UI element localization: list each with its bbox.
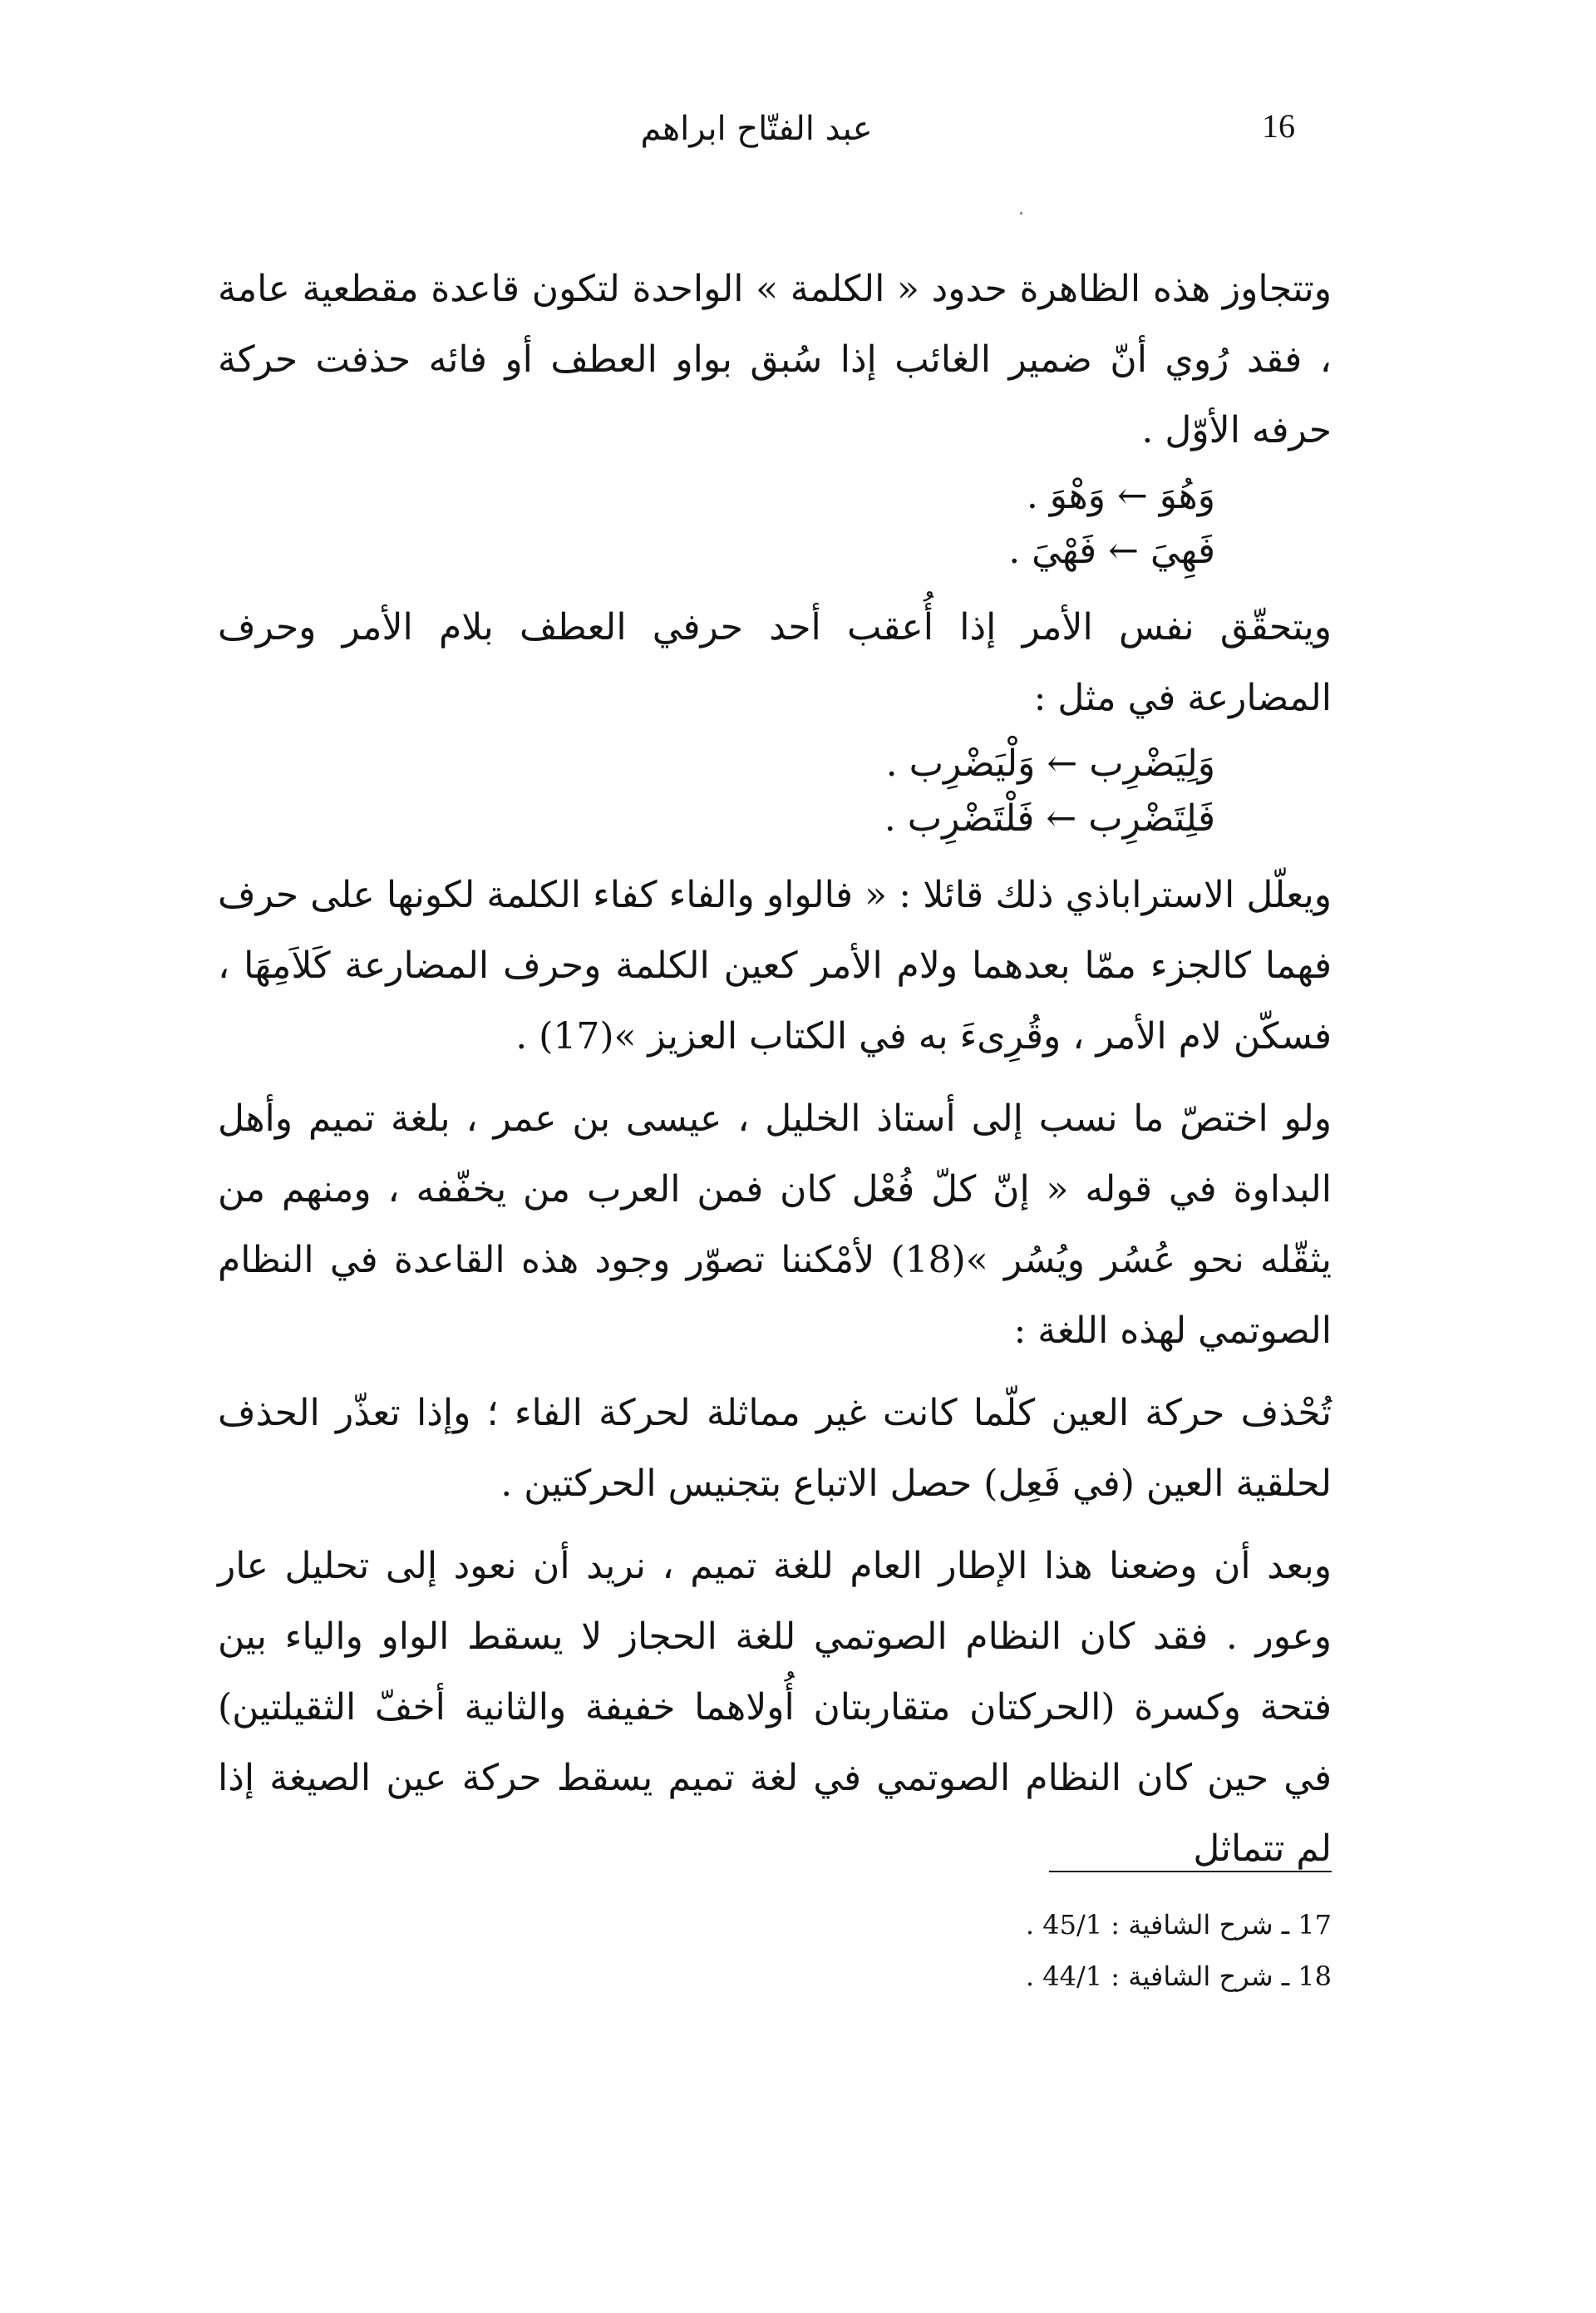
footnote-17: 17 ـ شرح الشافية : 45/1 . bbox=[1025, 1909, 1332, 1941]
footnote-18: 18 ـ شرح الشافية : 44/1 . bbox=[1025, 1960, 1332, 1992]
paragraph-5: تُحْذف حركة العين كلّما كانت غير مماثلة لحركة الفاء ؛ وإذا تعذّر الحذف لحلقية العين (في فَعِل) حصل الاتباع بتجنيس الحركتين . bbox=[218, 1392, 1332, 1505]
footnote-separator bbox=[1049, 1871, 1332, 1872]
example-line: وَلِيَضْرِب ← وَلْيَضْرِب . bbox=[885, 742, 1215, 785]
paragraph-3: ويعلّل الاستراباذي ذلك قائلا : « فالواو والفاء كفاء الكلمة لكونها على حرف فهما كالجزء ممّا بعدهما ولام الأمر كعين الكلمة وحرف المضارعة كَلاَمِهَا ، فسكّن لام الأمر ، وقُرِىءَ به في الكتاب العزيز »(17) . bbox=[218, 874, 1332, 1058]
running-head-author: عبد الفتّاح ابراهم bbox=[640, 110, 873, 148]
paragraph-4: ولو اختصّ ما نسب إلى أستاذ الخليل ، عيسى بن عمر ، بلغة تميم وأهل البداوة في قوله « إنّ كلّ فُعْل كان فمن العرب من يخفّفه ، ومنهم من يثقّله نحو عُسُر ويُسُر »(18) لأمْكننا تصوّر وجود هذه القاعدة في النظام الصوتمي لهذه اللغة : bbox=[218, 1097, 1332, 1352]
paragraph-2: ويتحقّق نفس الأمر إذا أُعقب أحد حرفي العطف بلام الأمر وحرف المضارعة في مثل : bbox=[218, 606, 1332, 719]
print-speck bbox=[1020, 212, 1022, 215]
example-line: فَهِيَ ← فَهْيَ . bbox=[1008, 530, 1215, 572]
example-line: وَهُوَ ← وَهْوَ . bbox=[1026, 475, 1215, 517]
example-line: فَلِتَضْرِب ← فَلْتَضْرِب . bbox=[884, 797, 1215, 840]
footnotes bbox=[748, 1899, 1332, 2002]
page-number: 16 bbox=[1262, 107, 1295, 145]
paragraph-6: وبعد أن وضعنا هذا الإطار العام للغة تميم ، نريد أن نعود إلى تحليل عار وعور . فقد كان النظام الصوتمي للغة الحجاز لا يسقط الواو والياء بين فتحة وكسرة (الحركتان متقاربتان أُولاهما خفيفة والثانية أخفّ الثقيلتين) في حين كان النظام الصوتمي في لغة تميم يسقط حركة عين الصيغة إذا لم تتماثل bbox=[218, 1545, 1332, 1870]
main-text bbox=[218, 254, 1332, 1896]
paragraph-1: وتتجاوز هذه الظاهرة حدود « الكلمة » الواحدة لتكون قاعدة مقطعية عامة ، فقد رُوي أنّ ضمير الغائب إذا سُبق بواو العطف أو فائه حذفت حركة حرفه الأوّل . bbox=[218, 268, 1332, 451]
